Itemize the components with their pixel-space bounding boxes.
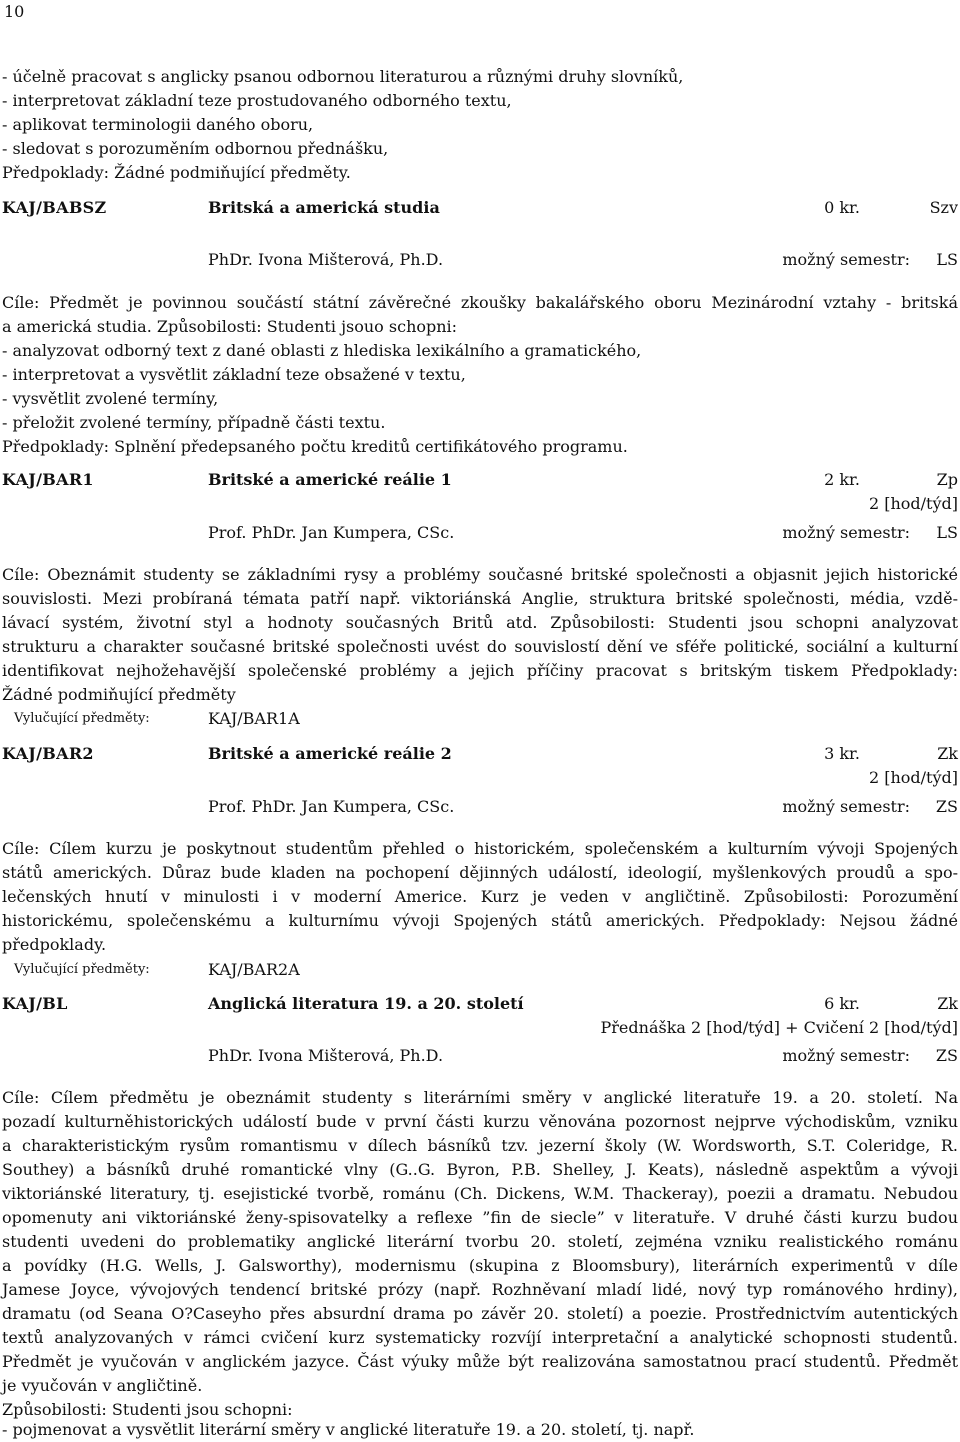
course-teacher: PhDr. Ivona Mišterová, Ph.D. <box>208 1046 444 1065</box>
course-description-line: předpoklady. <box>2 935 107 954</box>
exclusion-label: Vylučující předměty: <box>14 962 150 977</box>
course-code: KAJ/BABSZ <box>2 198 107 217</box>
course-completion-type: Zk <box>937 744 958 763</box>
course-description-line: textů analyzovaných v rámci cvičení kurz systematicky rozvíjí interpretační a analytické schopnosti studentů. <box>2 1328 958 1347</box>
intro-line: - interpretovat základní teze prostudovaného odborného textu, <box>2 91 512 110</box>
course-description-line: Cíle: Cílem kurzu je poskytnout studentům přehled o historickém, společenském a kulturním vývoji Spojených <box>2 839 958 858</box>
course-code: KAJ/BAR2 <box>2 744 94 763</box>
course-description-line: Cíle: Předmět je povinnou součástí státní závěrečné zkoušky bakalářského oboru Mezinárodní vztahy - britská <box>2 293 958 312</box>
course-teacher-row <box>2 248 958 272</box>
course-description-line: viktoriánské literatury, tj. esejistické tvorbě, románu (Ch. Dickens, W.M. Thackeray), poezii a dramatu. Nebudou <box>2 1184 958 1203</box>
exclusion-value: KAJ/BAR2A <box>208 960 300 979</box>
course-description-line: a povídky (H.G. Wells, J. Galsworthy), modernismu (skupina z Bloomsbury), literárních experimentů v díle <box>2 1256 958 1275</box>
semester-label: možný semestr: <box>782 1046 910 1065</box>
course-description-line: Southey) a básníků druhé romantické vlny (G..G. Byron, P.B. Shelley, J. Keats), následně aspektům a vývoji <box>2 1160 958 1179</box>
course-teacher-row <box>2 521 958 545</box>
course-description-line: - interpretovat a vysvětlit základní teze obsažené v textu, <box>2 365 466 384</box>
course-hours-row <box>2 1016 958 1040</box>
semester-value: ZS <box>935 797 958 816</box>
course-title: Britská a americká studia <box>208 198 440 217</box>
page-number: 10 <box>4 2 25 21</box>
course-description-line: Cíle: Cílem předmětu je obeznámit studenty s literárními směry v anglické literatuře 19. a 20. století. Na <box>2 1088 958 1107</box>
course-description-line: - přeložit zvolené termíny, případně části textu. <box>2 413 386 432</box>
course-hours: 2 [hod/týd] <box>868 494 958 513</box>
course-hours: Přednáška 2 [hod/týd] + Cvičení 2 [hod/týd] <box>600 1018 958 1037</box>
course-description-line: lávací systém, životní styl a hodnoty současných Britů atd. Způsobilosti: Studenti jsou schopni analyzovat <box>2 613 958 632</box>
semester-value: ZS <box>935 1046 958 1065</box>
course-exclusion-row <box>2 707 958 731</box>
semester-label: možný semestr: <box>782 797 910 816</box>
semester-label: možný semestr: <box>782 250 910 269</box>
course-description-line: lečenských hnutí v minulosti i v moderní Americe. Kurz je veden v angličtině. Způsobilosti: Porozumění <box>2 887 958 906</box>
course-credits: 0 kr. <box>824 198 860 217</box>
course-description-line: Předmět je vyučován v anglickém jazyce. Část výuky může být realizována samostatnou prací studentů. Předmět <box>2 1352 958 1371</box>
semester-label: možný semestr: <box>782 523 910 542</box>
course-credits: 6 kr. <box>824 994 860 1013</box>
course-code: KAJ/BL <box>2 994 68 1013</box>
intro-prerequisites: Předpoklady: Žádné podmiňující předměty. <box>2 163 351 182</box>
course-description-line: Žádné podmiňující předměty <box>2 685 236 704</box>
course-description-line: identifikovat nejhožehavější společenské problémy a jejich příčiny pracovat s britským tiskem Předpoklady: <box>2 661 958 680</box>
semester-value: LS <box>936 250 958 269</box>
course-header <box>2 742 958 766</box>
course-credits: 3 kr. <box>824 744 860 763</box>
course-description-line: strukturu a charakter současné britské společnosti uvést do souvislostí dění ve sféře politické, sociální a kulturní <box>2 637 958 656</box>
course-teacher: Prof. PhDr. Jan Kumpera, CSc. <box>208 523 455 542</box>
exclusion-value: KAJ/BAR1A <box>208 709 300 728</box>
course-description-line: souvislosti. Mezi probíraná témata patří např. viktoriánská Anglie, struktura britské společnosti, média, vzdě- <box>2 589 958 608</box>
course-header <box>2 196 958 220</box>
course-credits: 2 kr. <box>824 470 860 489</box>
course-description-line: opomenuty ani viktoriánské ženy-spisovatelky a reflexe ”fin de siecle” v literatuře. V druhé části kurzu budou <box>2 1208 958 1227</box>
course-description-line: a charakteristickým rysům romantismu v dílech básníků tzv. jezerní školy (W. Wordsworth, S.T. Coleridge, R. <box>2 1136 958 1155</box>
course-description-line: je vyučován v angličtině. <box>2 1376 203 1395</box>
course-completion-type: Szv <box>929 198 958 217</box>
exclusion-label: Vylučující předměty: <box>14 711 150 726</box>
course-exclusion-row <box>2 958 958 982</box>
course-title: Britské a americké reálie 1 <box>208 470 452 489</box>
course-header <box>2 992 958 1016</box>
course-prerequisites: Předpoklady: Splnění předepsaného počtu kreditů certifikátového programu. <box>2 437 628 456</box>
course-description-line: a americká studia. Způsobilosti: Studenti jsouo schopni: <box>2 317 458 336</box>
course-hours-row <box>2 492 958 516</box>
intro-line: - účelně pracovat s anglicky psanou odbornou literaturou a různými druhy slovníků, <box>2 67 684 86</box>
intro-line: - aplikovat terminologii daného oboru, <box>2 115 314 134</box>
course-description-line: - analyzovat odborný text z dané oblasti z hlediska lexikálního a gramatického, <box>2 341 642 360</box>
course-description-line: Jamese Joyce, vývojových tendencí britské prózy (např. Rozhněvaní mladí lidé, nový typ románového hrdiny), <box>2 1280 958 1299</box>
course-description-line: dramatu (od Seana O?Caseyho přes absurdní drama po závěr 20. století) a poezie. Prostřednictvím autentických <box>2 1304 958 1323</box>
course-description-line: historickému, společenskému a kulturnímu vývoji Spojených států amerických. Předpoklady: Nejsou žádné <box>2 911 958 930</box>
course-teacher: PhDr. Ivona Mišterová, Ph.D. <box>208 250 444 269</box>
course-description-line: Cíle: Obeznámit studenty se základními rysy a problémy současné britské společnosti a objasnit jejich historické <box>2 565 958 584</box>
course-hours: 2 [hod/týd] <box>868 768 958 787</box>
course-header <box>2 468 958 492</box>
course-description-line: - pojmenovat a vysvětlit literární směry v anglické literatuře 19. a 20. století, tj. např. <box>2 1420 695 1439</box>
course-teacher-row <box>2 1044 958 1068</box>
course-title: Anglická literatura 19. a 20. století <box>208 994 524 1013</box>
course-code: KAJ/BAR1 <box>2 470 94 489</box>
course-description-line: Způsobilosti: Studenti jsou schopni: <box>2 1400 293 1419</box>
course-description-line: pozadí kulturněhistorických událostí bude v první části kurzu věnována pozornost nejprve východiskům, vzniku <box>2 1112 958 1131</box>
course-description-line: států amerických. Důraz bude kladen na pochopení dějinných událostí, ideologií, myšlenkových proudů a spo- <box>2 863 958 882</box>
course-teacher-row <box>2 795 958 819</box>
course-teacher: Prof. PhDr. Jan Kumpera, CSc. <box>208 797 455 816</box>
course-description-line: - vysvětlit zvolené termíny, <box>2 389 219 408</box>
course-description-line: studenti uvedeni do problematiky anglické literární tvorbu 20. století, zejména vzniku realistického románu <box>2 1232 958 1251</box>
course-completion-type: Zk <box>937 994 958 1013</box>
course-title: Britské a americké reálie 2 <box>208 744 452 763</box>
intro-line: - sledovat s porozuměním odbornou přednášku, <box>2 139 389 158</box>
semester-value: LS <box>936 523 958 542</box>
course-hours-row <box>2 766 958 790</box>
course-completion-type: Zp <box>936 470 958 489</box>
